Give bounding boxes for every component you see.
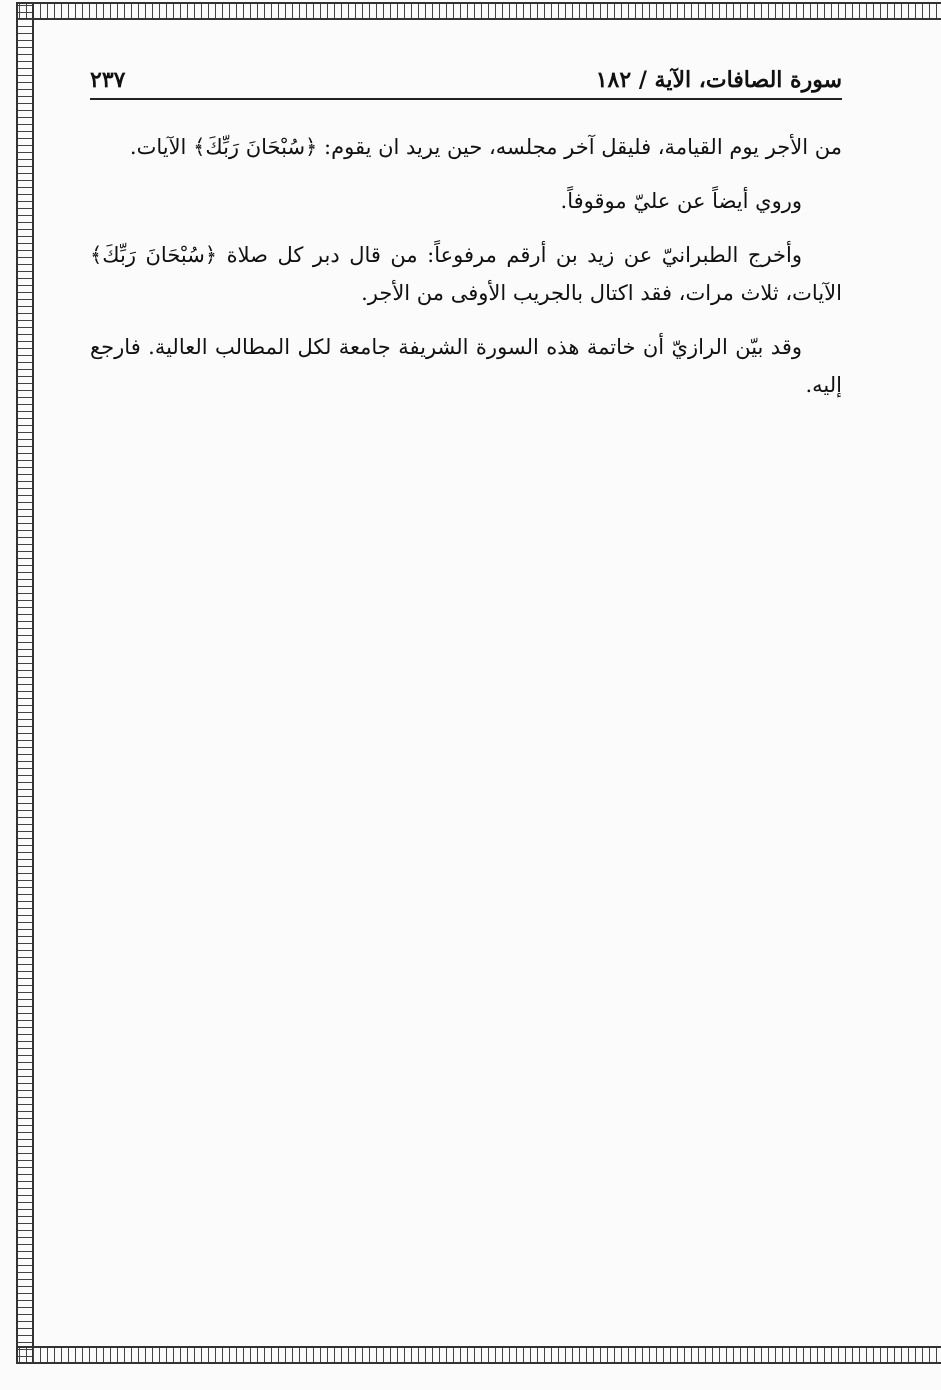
page-number: ٢٣٧ [90, 67, 126, 93]
paragraph-2: وروي أيضاً عن عليّ موقوفاً. [560, 189, 802, 213]
decorative-border-top [16, 2, 941, 20]
decorative-border-left [16, 2, 34, 1362]
decorative-border-bottom [16, 1346, 941, 1364]
paragraph-1: من الأجر يوم القيامة، فليقل آخر مجلسه، حين يريد ان يقوم: ﴿سُبْحَانَ رَبِّكَ﴾ الآيات. [129, 135, 842, 159]
running-title: سورة الصافات، الآية / ١٨٢ [595, 67, 842, 93]
page-body [90, 128, 842, 420]
paragraph-3: وأخرج الطبرانيّ عن زيد بن أرقم مرفوعاً: من قال دبر كل صلاة ﴿سُبْحَانَ رَبِّكَ﴾ الآيات، ثلاث مرات، فقد اكتال بالجريب الأوفى من الأجر. [90, 243, 842, 305]
page-header [90, 62, 842, 100]
paragraph-4: وقد بيّن الرازيّ أن خاتمة هذه السورة الشريفة جامعة لكل المطالب العالية. فارجع إليه. [90, 335, 842, 397]
